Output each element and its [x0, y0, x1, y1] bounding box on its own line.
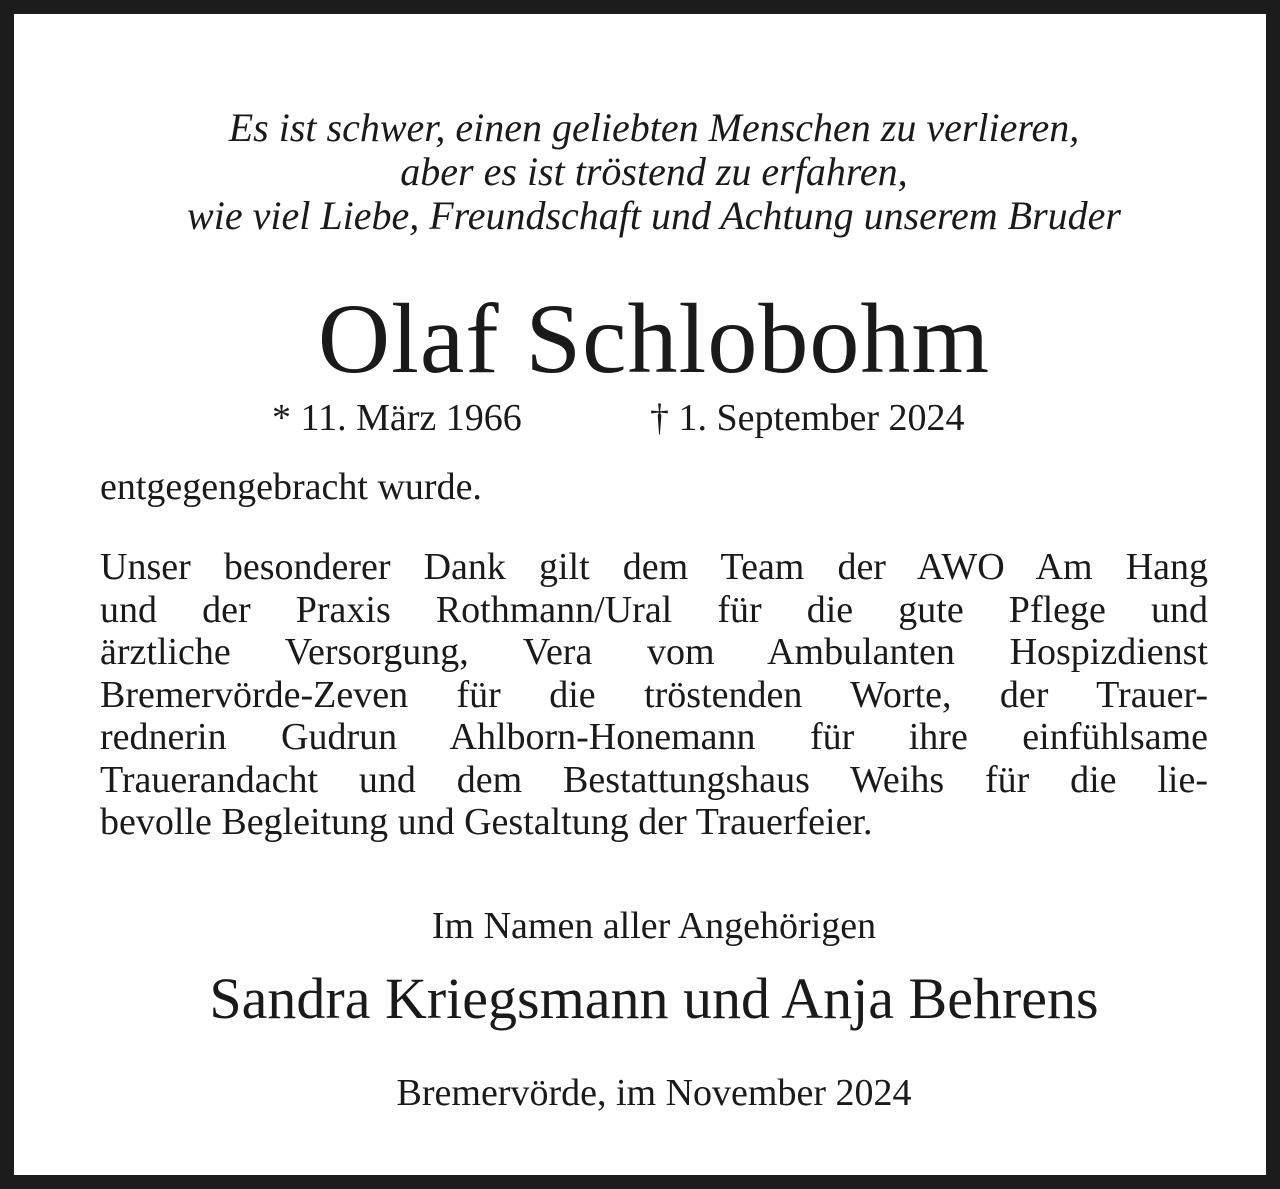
paragraph-line: Unser besonderer Dank gilt dem Team der AWO Am Hang: [100, 546, 1208, 588]
signoff-line: Im Namen aller Angehörigen: [431, 905, 877, 947]
paragraph-line: und der Praxis Rothmann/Ural für die gute Pflege und: [100, 588, 1208, 631]
paragraph-line: bevolle Begleitung und Gestaltung der Trauerfeier.: [100, 801, 873, 843]
death-date: † 1. September 2024: [650, 397, 965, 439]
paragraph-line: Trauerandacht und dem Bestattungshaus Weihs für die lie-: [100, 758, 1208, 801]
deceased-name: Olaf Schlobohm: [317, 283, 991, 394]
place-and-date: Bremervörde, im November 2024: [396, 1072, 912, 1114]
quote-line: wie viel Liebe, Freundschaft und Achtung unserem Bruder: [187, 193, 1121, 238]
signers-names: Sandra Kriegsmann und Anja Behrens: [209, 966, 1099, 1031]
opening-quote: [74, 106, 1234, 238]
paragraph-line: ärztliche Versorgung, Vera vom Ambulanten Hospizdienst: [100, 631, 1208, 673]
quote-line: Es ist schwer, einen geliebten Menschen zu verlieren,: [228, 105, 1080, 150]
thanks-paragraph: [100, 546, 1208, 844]
birth-date: * 11. März 1966: [272, 397, 522, 439]
quote-line: aber es ist tröstend zu erfahren,: [400, 149, 908, 194]
paragraph-line: rednerin Gudrun Ahlborn-Honemann für ihre einfühlsame: [100, 716, 1208, 758]
quote-continuation: entgegengebracht wurde.: [100, 466, 482, 508]
paragraph-line: Bremervörde-Zeven für die tröstenden Worte, der Trauer-: [100, 673, 1208, 716]
